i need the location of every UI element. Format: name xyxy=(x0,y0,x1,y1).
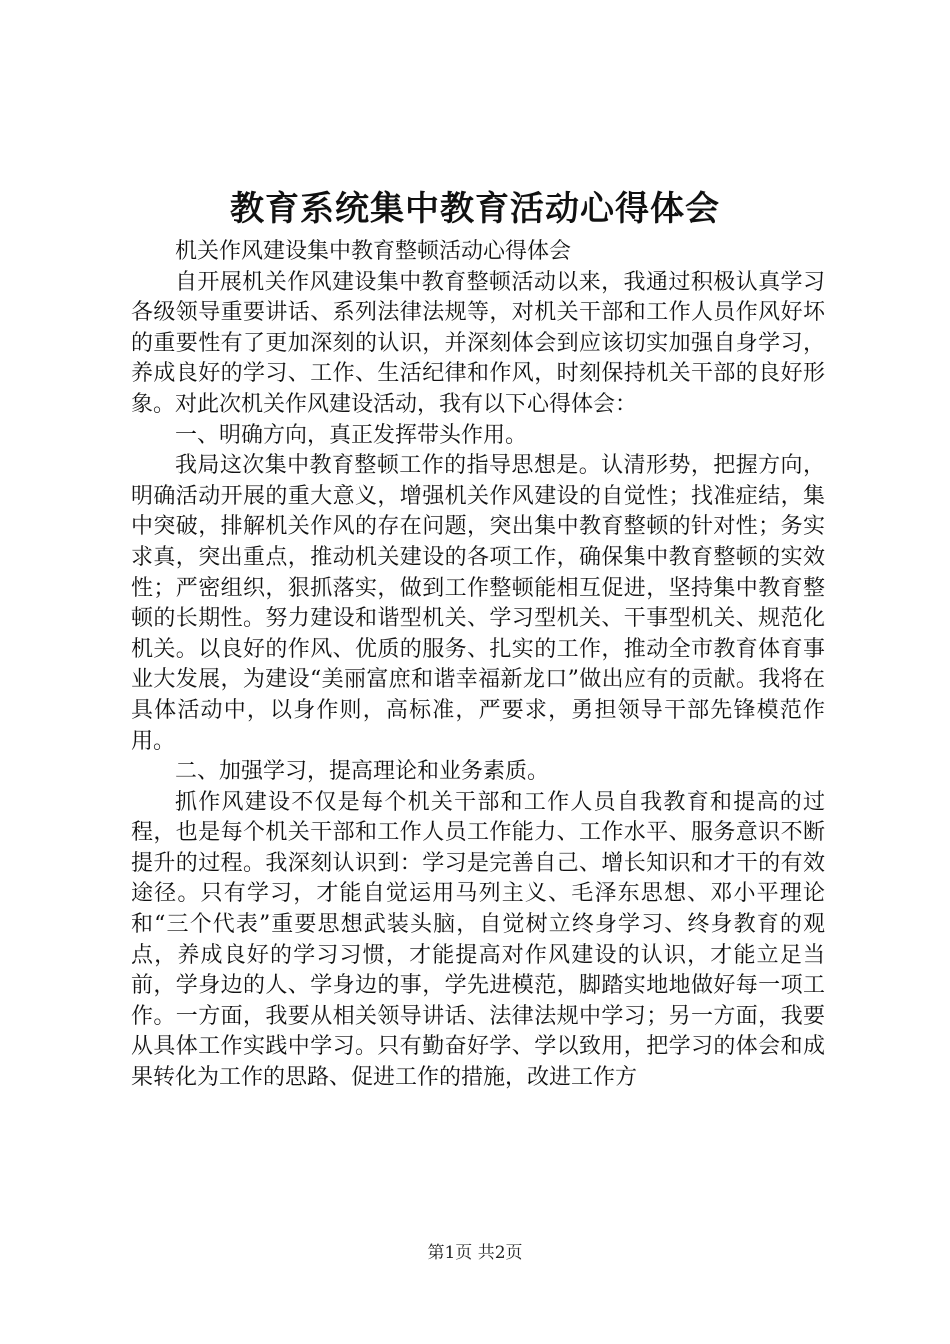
section-heading-2: 二、加强学习，提高理论和业务素质。 xyxy=(175,759,550,785)
section-2-paragraph: 抓作风建设不仅是每个机关干部和工作人员自我教育和提高的过程，也是每个机关干部和工作人员工作能力、工作水平、服务意识不断提升的过程。我深刻认识到：学习是完善自己、增长知识和才干的有效途径。只有学习，才能自觉运用马列主义、毛泽东思想、邓小平理论和“三个代表”重要思想武装头脑，自觉树立终身学习、终身教育的观点，养成良好的学习习惯，才能提高对作风建设的认识，才能立足当前，学身边的人、学身边的事，学先进模范，脚踏实地地做好每一项工作。一方面，我要从相关领导讲话、法律法规中学习；另一方面，我要从具体工作实践中学习。只有勤奋好学、学以致用，把学习的体会和成果转化为工作的思路、促进工作的措施，改进工作方 xyxy=(131,789,825,1091)
document-title: 教育系统集中教育活动心得体会 xyxy=(230,189,720,229)
document-body xyxy=(131,237,825,1094)
intro-paragraph: 自开展机关作风建设集中教育整顿活动以来，我通过积极认真学习各级领导重要讲话、系列法律法规等，对机关干部和工作人员作风好坏的重要性有了更加深刻的认识，并深刻体会到应该切实加强自身学习，养成良好的学习、工作、生活纪律和作风，时刻保持机关干部的良好形象。对此次机关作风建设活动，我有以下心得体会： xyxy=(131,269,825,417)
page-footer: 第1页 共2页 xyxy=(427,1243,523,1263)
subtitle-paragraph: 机关作风建设集中教育整顿活动心得体会 xyxy=(175,239,572,264)
section-1-paragraph: 我局这次集中教育整顿工作的指导思想是。认清形势，把握方向，明确活动开展的重大意义，增强机关作风建设的自觉性；找准症结，集中突破，排解机关作风的存在问题，突出集中教育整顿的针对性；务实求真，突出重点，推动机关建设的各项工作，确保集中教育整顿的实效性；严密组织，狠抓落实，做到工作整顿能相互促进，坚持集中教育整顿的长期性。努力建设和谐型机关、学习型机关、干事型机关、规范化机关。以良好的作风、优质的服务、扎实的工作，推动全市教育体育事业大发展，为建设“美丽富庶和谐幸福新龙口”做出应有的贡献。我将在具体活动中，以身作则，高标准，严要求，勇担领导干部先锋模范作用。 xyxy=(131,453,825,754)
section-heading-1: 一、明确方向，真正发挥带头作用。 xyxy=(175,422,528,448)
